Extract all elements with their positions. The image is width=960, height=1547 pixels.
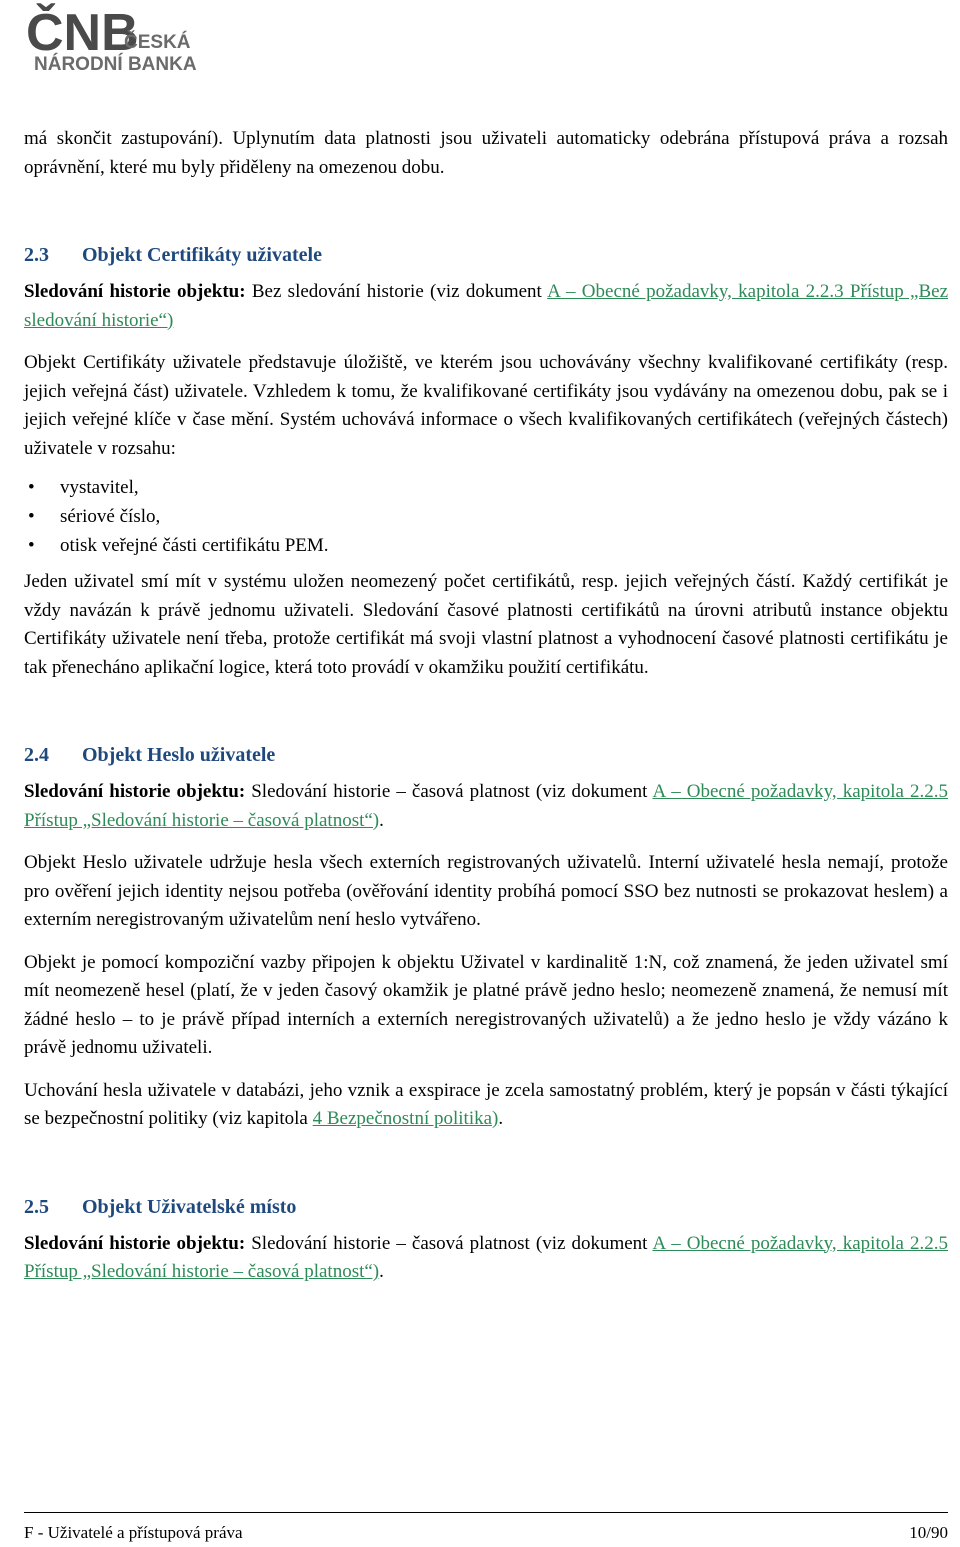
paragraph: Jeden uživatel smí mít v systému uložen neomezený počet certifikátů, resp. jejich veřejných částí. Každý certifikát je vždy navázán k právě jednomu uživateli. Sledování časové platnosti certifikátů na úrovni atributů instance objektu Certifikáty uživatele není třeba, protože certifikát má svoji vlastní platnost a vyhodnocení časové platnosti certifikátu je tak přenecháno aplikační logice, která toto provádí v okamžiku použití certifikátu. bbox=[24, 571, 948, 678]
bullet-list bbox=[24, 473, 948, 560]
history-tracking-line bbox=[24, 778, 948, 835]
section-number: 2.4 bbox=[24, 744, 49, 766]
history-tracking-line bbox=[24, 278, 948, 335]
list-item: • vystavitel, bbox=[24, 473, 948, 502]
punctuation: . bbox=[379, 809, 384, 831]
cnb-logo bbox=[26, 2, 226, 74]
punctuation: . bbox=[379, 1261, 384, 1282]
section-2-3 bbox=[24, 240, 948, 682]
history-label: Sledování historie objektu: bbox=[24, 781, 246, 802]
punctuation: . bbox=[498, 1108, 504, 1129]
history-link[interactable]: A – Obecné požadavky, kapitola 2.2.5 Přístup „Sledování historie – časová platnost“) bbox=[24, 781, 949, 831]
intro-paragraph: má skončit zastupování). Uplynutím data platnosti jsou uživateli automaticky odebrána přístupová práva a rozsah oprávnění, které mu byly přiděleny na omezenou dobu. bbox=[24, 128, 948, 178]
security-policy-link[interactable]: 4 Bezpečnostní politika) bbox=[312, 1108, 499, 1129]
history-text: Sledování historie – časová platnost (viz dokument bbox=[251, 781, 648, 802]
paragraph: Objekt Certifikáty uživatele představuje úložiště, ve kterém jsou uchovávány všechny kvalifikované certifikáty (resp. jejich veřejná část) uživatele. Vzhledem k tomu, že kvalifikované certifikáty jsou vydávány na omezenou dobu, pak se i jejich veřejné klíče v čase mění. Systém uchovává informace o všech kvalifikovaných certifikátech (veřejných částech) uživatele v rozsahu: bbox=[24, 352, 948, 459]
footer-divider bbox=[24, 1512, 948, 1513]
section-number: 2.5 bbox=[24, 1195, 49, 1218]
history-label: Sledování historie objektu: bbox=[24, 1232, 246, 1254]
history-text: Sledování historie – časová platnost (viz dokument bbox=[251, 1232, 648, 1254]
list-item: • otisk veřejné části certifikátu PEM. bbox=[24, 531, 948, 560]
history-link[interactable]: A – Obecné požadavky, kapitola 2.2.5 Přístup „Sledování historie – časová platnost“) bbox=[24, 1232, 949, 1282]
history-text: Bez sledování historie (viz dokument bbox=[251, 281, 542, 302]
section-heading bbox=[24, 240, 948, 270]
footer-document-title: F - Uživatelé a přístupová práva bbox=[24, 1523, 243, 1542]
paragraph-text: Uchování hesla uživatele v databázi, jeho vznik a exspirace je zcela samostatný problém, který je popsán v části týkající se bezpečnostní politiky (viz kapitola bbox=[24, 1079, 948, 1129]
section-2-4 bbox=[24, 740, 948, 1134]
history-link[interactable]: A – Obecné požadavky, kapitola 2.2.3 Přístup „Bez sledování historie“) bbox=[24, 281, 949, 331]
document-body bbox=[24, 125, 948, 1287]
history-tracking-line bbox=[24, 1230, 948, 1287]
page-number: 10/90 bbox=[909, 1523, 948, 1542]
paragraph: Objekt Heslo uživatele udržuje hesla všech externích registrovaných uživatelů. Interní uživatelé hesla nemají, protože pro ověření jejich identity nejsou potřeba (ověřování identity probíhá pomocí SSO bez nutnosti se prokazovat heslem) a externím neregistrovaným uživatelům není heslo vytvářeno. bbox=[24, 852, 948, 930]
section-heading bbox=[24, 1192, 948, 1222]
history-label: Sledování historie objektu: bbox=[24, 281, 246, 302]
section-number: 2.3 bbox=[24, 244, 49, 266]
section-title: Objekt Certifikáty uživatele bbox=[82, 244, 322, 266]
logo-line1: ČESKÁ bbox=[124, 32, 191, 53]
section-title: Objekt Uživatelské místo bbox=[82, 1195, 297, 1218]
paragraph: Objekt je pomocí kompoziční vazby připojen k objektu Uživatel v kardinalitě 1:N, což znamená, že jeden uživatel smí mít neomezeně hesel (platí, že v jeden časový okamžik je platné právě jedno heslo; neomezeně znamená, že nemusí mít žádné heslo – to je právě případ interních a externích neregistrovaných uživatelů) a že jedno heslo je vždy vázáno k právě jednomu uživateli. bbox=[24, 951, 948, 1058]
list-item: • sériové číslo, bbox=[24, 502, 948, 531]
section-title: Objekt Heslo uživatele bbox=[82, 744, 276, 766]
section-2-5 bbox=[24, 1192, 948, 1287]
paragraph bbox=[24, 1077, 948, 1134]
cnb-logo-mark bbox=[26, 2, 226, 74]
logo-mark-text: ČNB bbox=[26, 4, 139, 62]
logo-line2: NÁRODNÍ BANKA bbox=[34, 54, 197, 74]
section-heading bbox=[24, 740, 948, 770]
